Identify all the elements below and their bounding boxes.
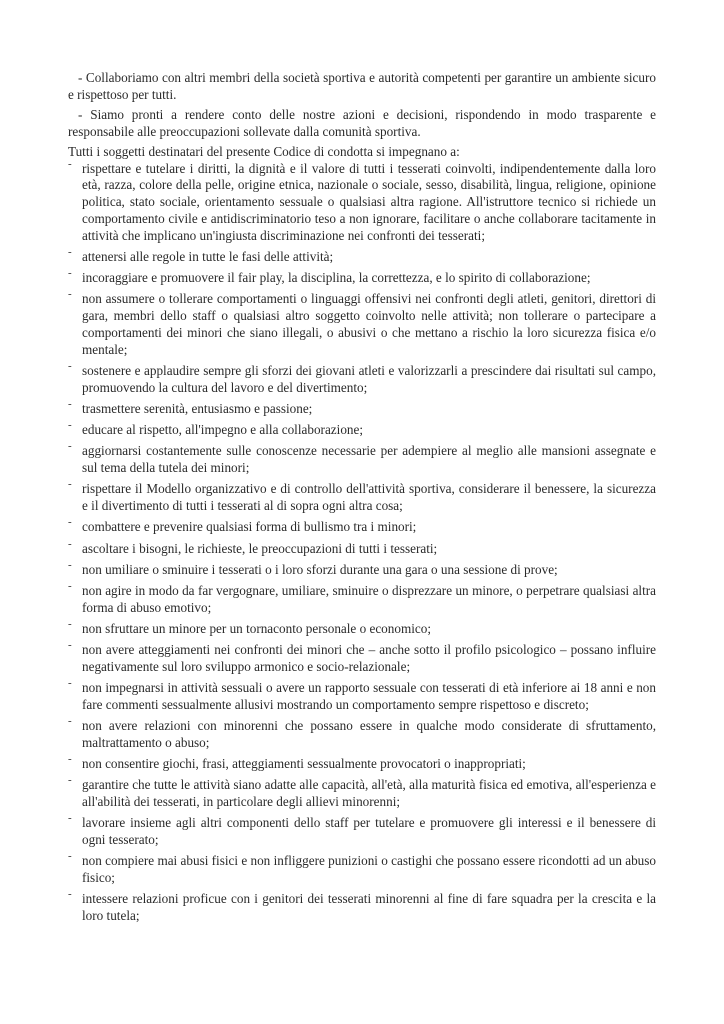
dash-bullet-icon: - [68,440,72,453]
intro-text-collaboration: - Collaboriamo con altri membri della società sportiva e autorità competenti per garantire un ambiente sicuro e rispettoso per tutti. [68,70,656,102]
intro-paragraph-accountability [68,107,656,141]
commitments-lead: Tutti i soggetti destinatari del presente Codice di condotta si impegnano a: [68,143,460,159]
list-item [68,558,656,579]
dash-bullet-icon: - [68,752,72,765]
dash-bullet-icon: - [68,516,72,529]
list-item-text: combattere e prevenire qualsiasi forma di bullismo tra i minori; [82,519,417,535]
list-item-text: intessere relazioni proficue con i genitori dei tesserati minorenni al fine di fare squadra per la crescita e la loro tutela; [82,890,656,923]
list-item-text: attenersi alle regole in tutte le fasi delle attività; [82,249,334,265]
dash-bullet-icon: - [68,676,72,689]
dash-bullet-icon: - [68,478,72,491]
list-item [68,419,656,439]
list-item [68,617,656,638]
list-item-text: lavorare insieme agli altri componenti dello staff per tutelare e promuovere gli interessi e il benessere di ogni tesserato; [82,814,656,847]
list-item [68,537,656,558]
list-item-text: non agire in modo da far vergognare, umiliare, sminuire o disprezzare un minore, o perpetrare qualsiasi altra forma di abuso emotivo; [82,582,656,615]
intro-text-accountability: - Siamo pronti a rendere conto delle nostre azioni e decisioni, rispondendo in modo trasparente e responsabile alle preoccupazioni sollevate dalla comunità sportiva. [68,106,656,139]
dash-bullet-icon: - [68,849,72,862]
list-item [68,811,656,849]
list-item-text: non compiere mai abusi fisici e non infliggere punizioni o castighi che possano essere ricondotti ad un abuso fisico; [82,852,656,885]
list-item [68,752,656,773]
list-item [68,676,656,714]
list-item [68,398,656,418]
dash-bullet-icon: - [68,579,72,592]
list-item [68,516,656,536]
list-item [68,478,656,515]
list-item-text: educare al rispetto, all'impegno e alla collaborazione; [82,422,364,438]
dash-bullet-icon: - [68,246,72,259]
list-item-text: trasmettere serenità, entusiasmo e passione; [82,401,313,417]
list-item [68,773,656,811]
dash-bullet-icon: - [68,714,72,727]
dash-bullet-icon: - [68,638,72,651]
list-item-text: rispettare e tutelare i diritti, la dignità e il valore di tutti i tesserati coinvolti, indipendentemente dalla loro età, razza, colore della pelle, origine etnica, nazionale o sociale, sesso, disabilità, lingua, religione, opinione politica, stato sociale, orientamento sessuale o qualsiasi altra ragione. All'istruttore tecnico si richiede un comportamento civile e antidiscriminatorio teso a non ignorare, facilitare o anche collaborare tacitamente in attività che implicano un'ingiusta discriminazione nei confronti dei tesserati; [82,160,656,244]
dash-bullet-icon: - [68,419,72,432]
list-item [68,360,656,397]
list-item-text: non avere relazioni con minorenni che possano essere in qualche modo considerate di sfruttamento, maltrattamento o abuso; [82,717,656,750]
dash-bullet-icon: - [68,811,72,824]
list-item-text: non assumere o tollerare comportamenti o linguaggi offensivi nei confronti degli atleti, genitori, direttori di gara, membri dello staff o qualsiasi altro soggetto coinvolto nelle attività; non tollerare o partecipare a comportamenti dei minori che siano illegali, o abusivi o che mettano a rischio la loro sicurezza fisica e/o mentale; [82,291,656,358]
dash-bullet-icon: - [68,157,72,170]
list-item-text: non umiliare o sminuire i tesserati o i loro sforzi durante una gara o una sessione di prove; [82,561,558,577]
list-item [68,440,656,477]
list-item [68,887,656,925]
dash-bullet-icon: - [68,398,72,411]
list-item [68,157,656,246]
intro-paragraph-collaboration [68,70,656,104]
list-item-text: rispettare il Modello organizzativo e di controllo dell'attività sportiva, considerare il benessere, la sicurezza e il divertimento di tutti i tesserati al di sopra ogni altra cosa; [82,481,656,514]
list-item-text: non consentire giochi, frasi, atteggiamenti sessualmente provocatori o inappropriati; [82,755,526,771]
list-item [68,714,656,752]
dash-bullet-icon: - [68,617,72,630]
list-item-text: incoraggiare e promuovere il fair play, la disciplina, la correttezza, e lo spirito di collaborazione; [82,270,591,286]
dash-bullet-icon: - [68,887,72,900]
list-item-text: ascoltare i bisogni, le richieste, le preoccupazioni di tutti i tesserati; [82,540,438,556]
dash-bullet-icon: - [68,267,72,280]
list-item-text: non impegnarsi in attività sessuali o avere un rapporto sessuale con tesserati di età inferiore ai 18 anni e non fare commenti sessualmente allusivi mostrando un comportamento sempre rispettoso e discreto; [82,679,656,712]
dash-bullet-icon: - [68,288,72,301]
list-item [68,579,656,617]
list-item-text: non avere atteggiamenti nei confronti dei minori che – anche sotto il profilo psicologico – possano influire negativamente sul loro sviluppo armonico e socio-relazionale; [82,641,656,674]
dash-bullet-icon: - [68,558,72,571]
list-item-text: aggiornarsi costantemente sulle conoscenze necessarie per adempiere al meglio alle mansioni assegnate e sul tema della tutela dei minori; [82,443,656,476]
dash-bullet-icon: - [68,773,72,786]
list-item [68,246,656,266]
dash-bullet-icon: - [68,360,72,373]
list-item-text: garantire che tutte le attività siano adatte alle capacità, all'età, alla maturità fisica ed emotiva, all'esperienza e all'abilità dei tesserati, in particolare degli allievi minorenni; [82,776,656,809]
list-item [68,638,656,676]
list-item-text: non sfruttare un minore per un tornaconto personale o economico; [82,620,431,636]
list-item [68,849,656,887]
dash-bullet-icon: - [68,537,72,550]
list-item [68,288,656,359]
list-item-text: sostenere e applaudire sempre gli sforzi dei giovani atleti e valorizzarli a prescindere dai risultati sul campo, promuovendo la cultura del lavoro e del divertimento; [82,363,656,396]
commitments-list [68,157,656,925]
list-item [68,267,656,287]
